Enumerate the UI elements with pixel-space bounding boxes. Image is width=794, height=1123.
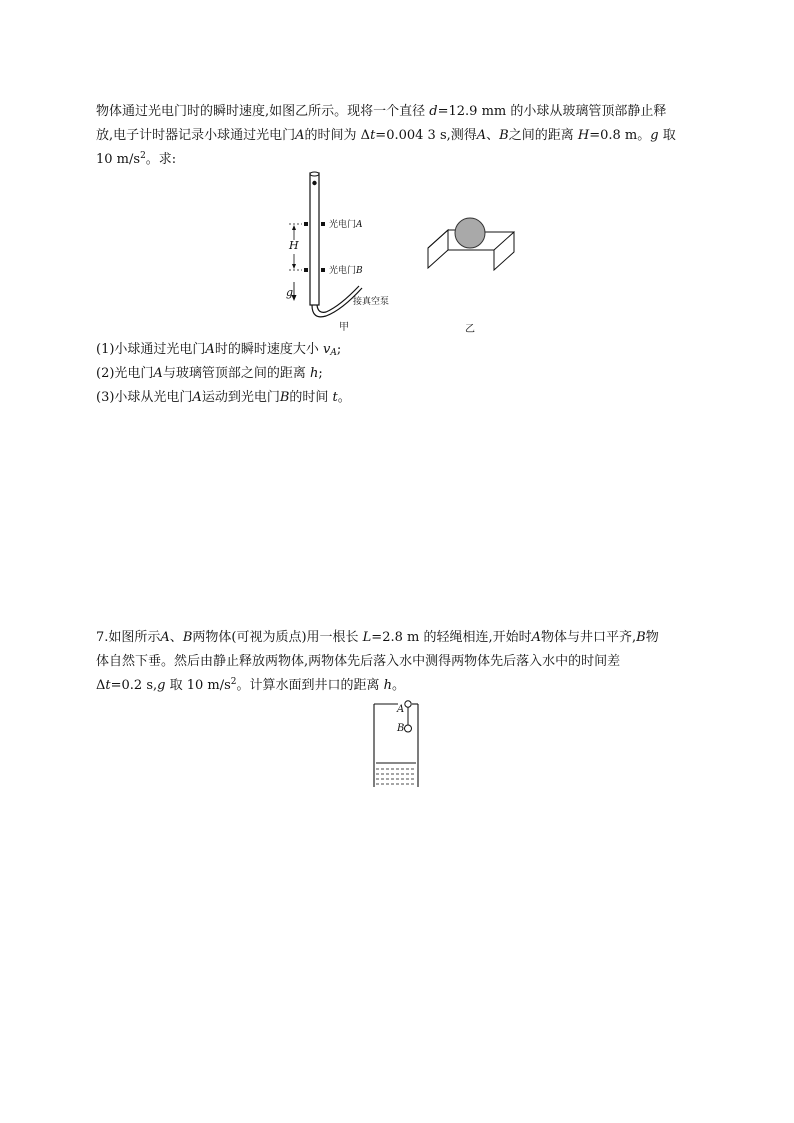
text: ; [318,366,323,381]
text: 。求: [145,152,177,167]
text: (3)小球从光电门 [96,390,193,405]
text: 10 m/s [96,152,141,167]
var-g: g [286,286,294,299]
text: =12.9 mm 的小球从玻璃管顶部静止释 [437,104,667,119]
text: 、 [486,128,500,143]
text: 与玻璃管顶部之间的距离 [162,366,310,381]
label-h [289,239,299,252]
var-l: L [362,630,372,645]
var-b: B [182,630,193,645]
var-v: v [322,342,331,357]
var-a: A [192,390,202,405]
text: 运动到光电门 [201,390,280,405]
text: 放,电子计时器记录小球通过光电门 [96,128,296,143]
q7-line2: 体自然下垂。然后由静止释放两物体,两物体先后落入水中测得两物体先后落入水中的时间差 [96,654,621,669]
text: 。计算水面到井口的距离 [236,678,384,693]
var-b: B [636,630,646,645]
text: (2)光电门 [96,366,154,381]
label-g [286,286,293,299]
caption-jia: 甲 [339,322,349,333]
text: 的时间为 Δ [304,128,371,143]
text: 。 [337,390,351,405]
superscript: 2 [230,677,237,687]
var-a: A [205,342,215,357]
var-h: H [577,128,590,143]
text: =0.8 m。 [589,128,651,143]
figure-yi-gate [424,210,520,272]
var-b: B [397,723,405,734]
var-a: A [356,220,363,230]
q7-line1 [96,624,706,651]
label-gate-a [329,217,363,230]
var-g: g [157,678,166,693]
q6-line1 [96,98,706,125]
var-h: h [383,678,393,693]
text: 7.如图所示 [96,630,161,645]
label-vacuum-pump: 接真空泵 [353,297,390,307]
var-a: A [397,704,405,715]
var-d: d [429,104,438,119]
subscript: A [330,348,337,358]
superscript: 2 [140,151,146,161]
label-b [397,723,404,734]
var-a: A [153,366,163,381]
var-a: A [160,630,170,645]
sub-question-3 [96,385,351,410]
figure-jia-tube [282,170,422,325]
var-t: t [332,390,338,405]
q7-line3 [96,672,706,699]
var-a: A [476,128,487,143]
label-a [397,704,404,715]
var-t: t [105,678,111,693]
text: 光电门 [329,266,357,276]
text: 。 [392,678,406,693]
q6-line3 [96,146,706,173]
var-b: B [356,266,363,276]
label-gate-b [329,263,363,276]
var-a: A [531,630,541,645]
text: 之间的距离 [508,128,578,143]
text: 物体通过光电门时的瞬时速度,如图乙所示。现将一个直径 [96,104,430,119]
text: 的时间 [289,390,333,405]
var-t: t [370,128,376,143]
text: =2.8 m 的轻绳相连,开始时 [371,630,532,645]
var-h: h [309,366,319,381]
text: ; [336,342,342,357]
sub-question-2 [96,361,323,386]
text: 物 [645,630,659,645]
text: 取 [658,128,676,143]
text: 两物体(可视为质点)用一根长 [192,630,363,645]
text: 时的瞬时速度大小 [214,342,323,357]
var-h: H [289,239,299,252]
q6-line2 [96,122,706,149]
var-b: B [279,390,290,405]
text: 物体与井口平齐, [540,630,637,645]
text: =0.004 3 s,测得 [375,128,477,143]
caption-yi: 乙 [465,324,475,335]
var-b: B [499,128,509,143]
var-g: g [650,128,659,143]
text: 光电门 [329,220,357,230]
text: (1)小球通过光电门 [96,342,206,357]
text: =0.2 s, [110,678,158,693]
text: 取 10 m/s [165,678,231,693]
sub-question-1 [96,337,341,362]
text: Δ [96,678,106,693]
text: 、 [169,630,183,645]
var-a: A [295,128,305,143]
